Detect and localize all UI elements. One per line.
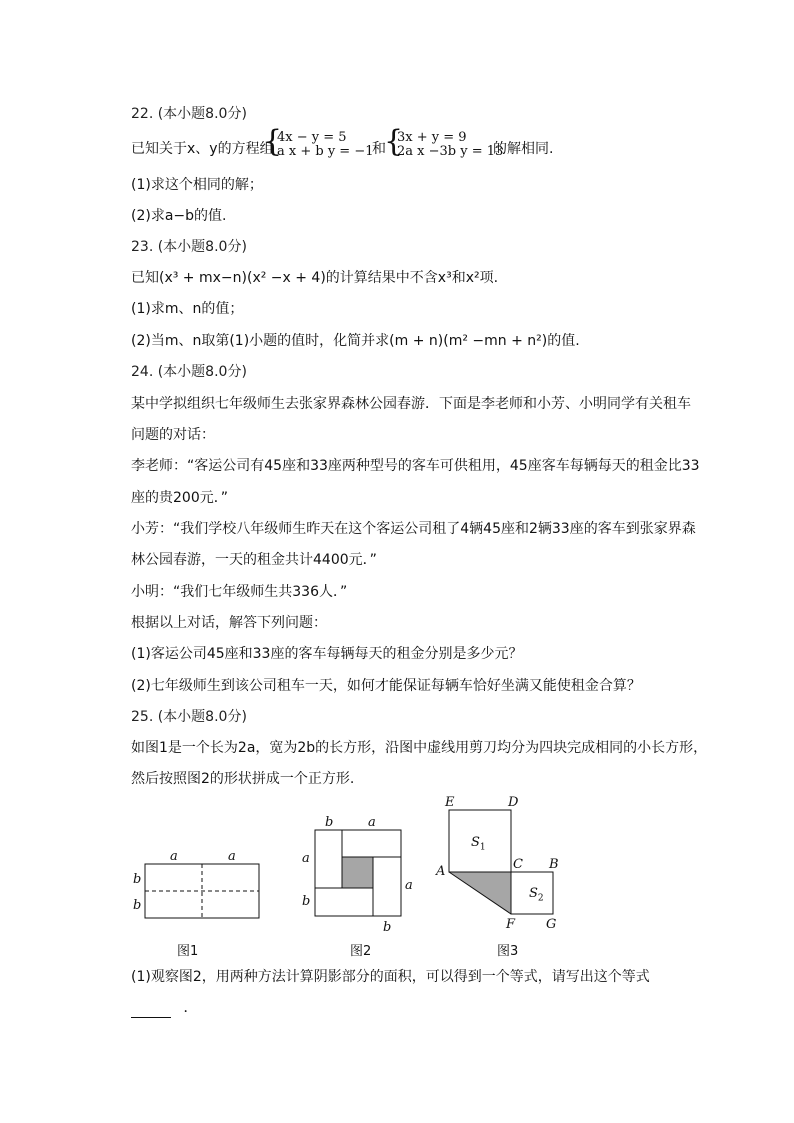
q24-teacher-line1: 李老师：“客运公司有45座和33座两种型号的客车可供租用，45座客车每辆每天的租金比33 [131, 458, 700, 474]
q24-stem-line2: 问题的对话： [131, 427, 215, 443]
q22-sys1-eq2: a x + b y = −1 [277, 144, 374, 159]
fig3-label-s2: $S_2$ [529, 886, 544, 904]
q22-sys2-eq1: 3x + y = 9 [397, 130, 467, 145]
q23-stem: 已知(x³ + mx−n)(x² −x + 4)的计算结果中不含x³和x²项. [131, 270, 499, 286]
fig3-label-D: D [508, 795, 519, 810]
fig3-label-B: B [549, 857, 559, 872]
q24-instruction: 根据以上对话，解答下列问题： [131, 615, 327, 631]
q22-stem-mid: 和 [372, 141, 386, 157]
fig3-label-G: G [546, 917, 557, 932]
fig3-label-C: C [513, 857, 523, 872]
fig1-label-b-bottom: b [133, 898, 142, 913]
q22-part2: (2)求a−b的值. [131, 208, 227, 224]
fig2-caption: 图2 [350, 944, 372, 959]
fig2-label-b-left: b [302, 894, 311, 909]
q23-part2: (2)当m、n取第(1)小题的值时，化简并求(m + n)(m² −mn + n²)的值. [131, 333, 580, 349]
fig2-label-b-top: b [325, 815, 334, 830]
q22-part1: (1)求这个相同的解； [131, 177, 263, 193]
q22-brace-1: { [263, 124, 283, 159]
q22-header: 22. (本小题8.0分) [131, 106, 247, 122]
q24-part1: (1)客运公司45座和33座的客车每辆每天的租金分别是多少元？ [131, 646, 523, 662]
q25-stem-line2: 然后按照图2的形状拼成一个正方形. [131, 771, 355, 787]
q25-answer-blank[interactable] [131, 1003, 171, 1018]
q25-answer-line [131, 998, 197, 1018]
q22-sys2-eq2: 2a x −3b y = 13 [397, 144, 504, 159]
q22-stem-suffix: 的解相同. [493, 141, 554, 157]
fig2-label-a-left: a [302, 851, 310, 866]
q22-stem-prefix: 已知关于x、y的方程组 [131, 141, 274, 157]
q22-brace-2: { [384, 124, 404, 159]
fig2-label-a-right: a [405, 878, 413, 893]
fig2-label-b-bottom: b [383, 920, 392, 935]
fig1-label-b-top: b [133, 872, 142, 887]
fig2-label-a-top: a [368, 815, 376, 830]
fig3-label-E: E [445, 795, 455, 810]
fig1-label-a-left: a [170, 849, 178, 864]
q24-ming-line: 小明：“我们七年级师生共336人．” [131, 584, 348, 600]
fig3-label-s1: $S_1$ [471, 835, 486, 853]
q24-teacher-line2: 座的贵200元．” [131, 490, 228, 506]
fig1-caption: 图1 [177, 944, 199, 959]
q25-header: 25. (本小题8.0分) [131, 709, 247, 725]
q25-part1: (1)观察图2，用两种方法计算阴影部分的面积，可以得到一个等式，请写出这个等式 [131, 969, 650, 985]
fig3-caption: 图3 [497, 944, 519, 959]
q23-part1: (1)求m、n的值； [131, 301, 244, 317]
q25-stem-line1: 如图1是一个长为2a，宽为2b的长方形，沿图中虚线用剪刀均分为四块完成相同的小长方形， [131, 740, 708, 756]
q22-sys1-eq1: 4x − y = 5 [277, 130, 347, 145]
q24-fang-line1: 小芳：“我们学校八年级师生昨天在这个客运公司租了4辆45座和2辆33座的客车到张家界森 [131, 521, 696, 537]
fig3-label-A: A [436, 864, 446, 879]
q24-stem-line1: 某中学拟组织七年级师生去张家界森林公园春游．下面是李老师和小芳、小明同学有关租车 [131, 396, 691, 412]
fig3-label-F: F [506, 917, 516, 932]
fig1-label-a-right: a [228, 849, 236, 864]
q24-part2: (2)七年级师生到该公司租车一天，如何才能保证每辆车恰好坐满又能使租金合算？ [131, 678, 641, 694]
q25-answer-period: ． [183, 1000, 198, 1016]
q24-fang-line2: 林公园春游，一天的租金共计4400元．” [131, 552, 377, 568]
q24-header: 24. (本小题8.0分) [131, 364, 247, 380]
q23-header: 23. (本小题8.0分) [131, 239, 247, 255]
